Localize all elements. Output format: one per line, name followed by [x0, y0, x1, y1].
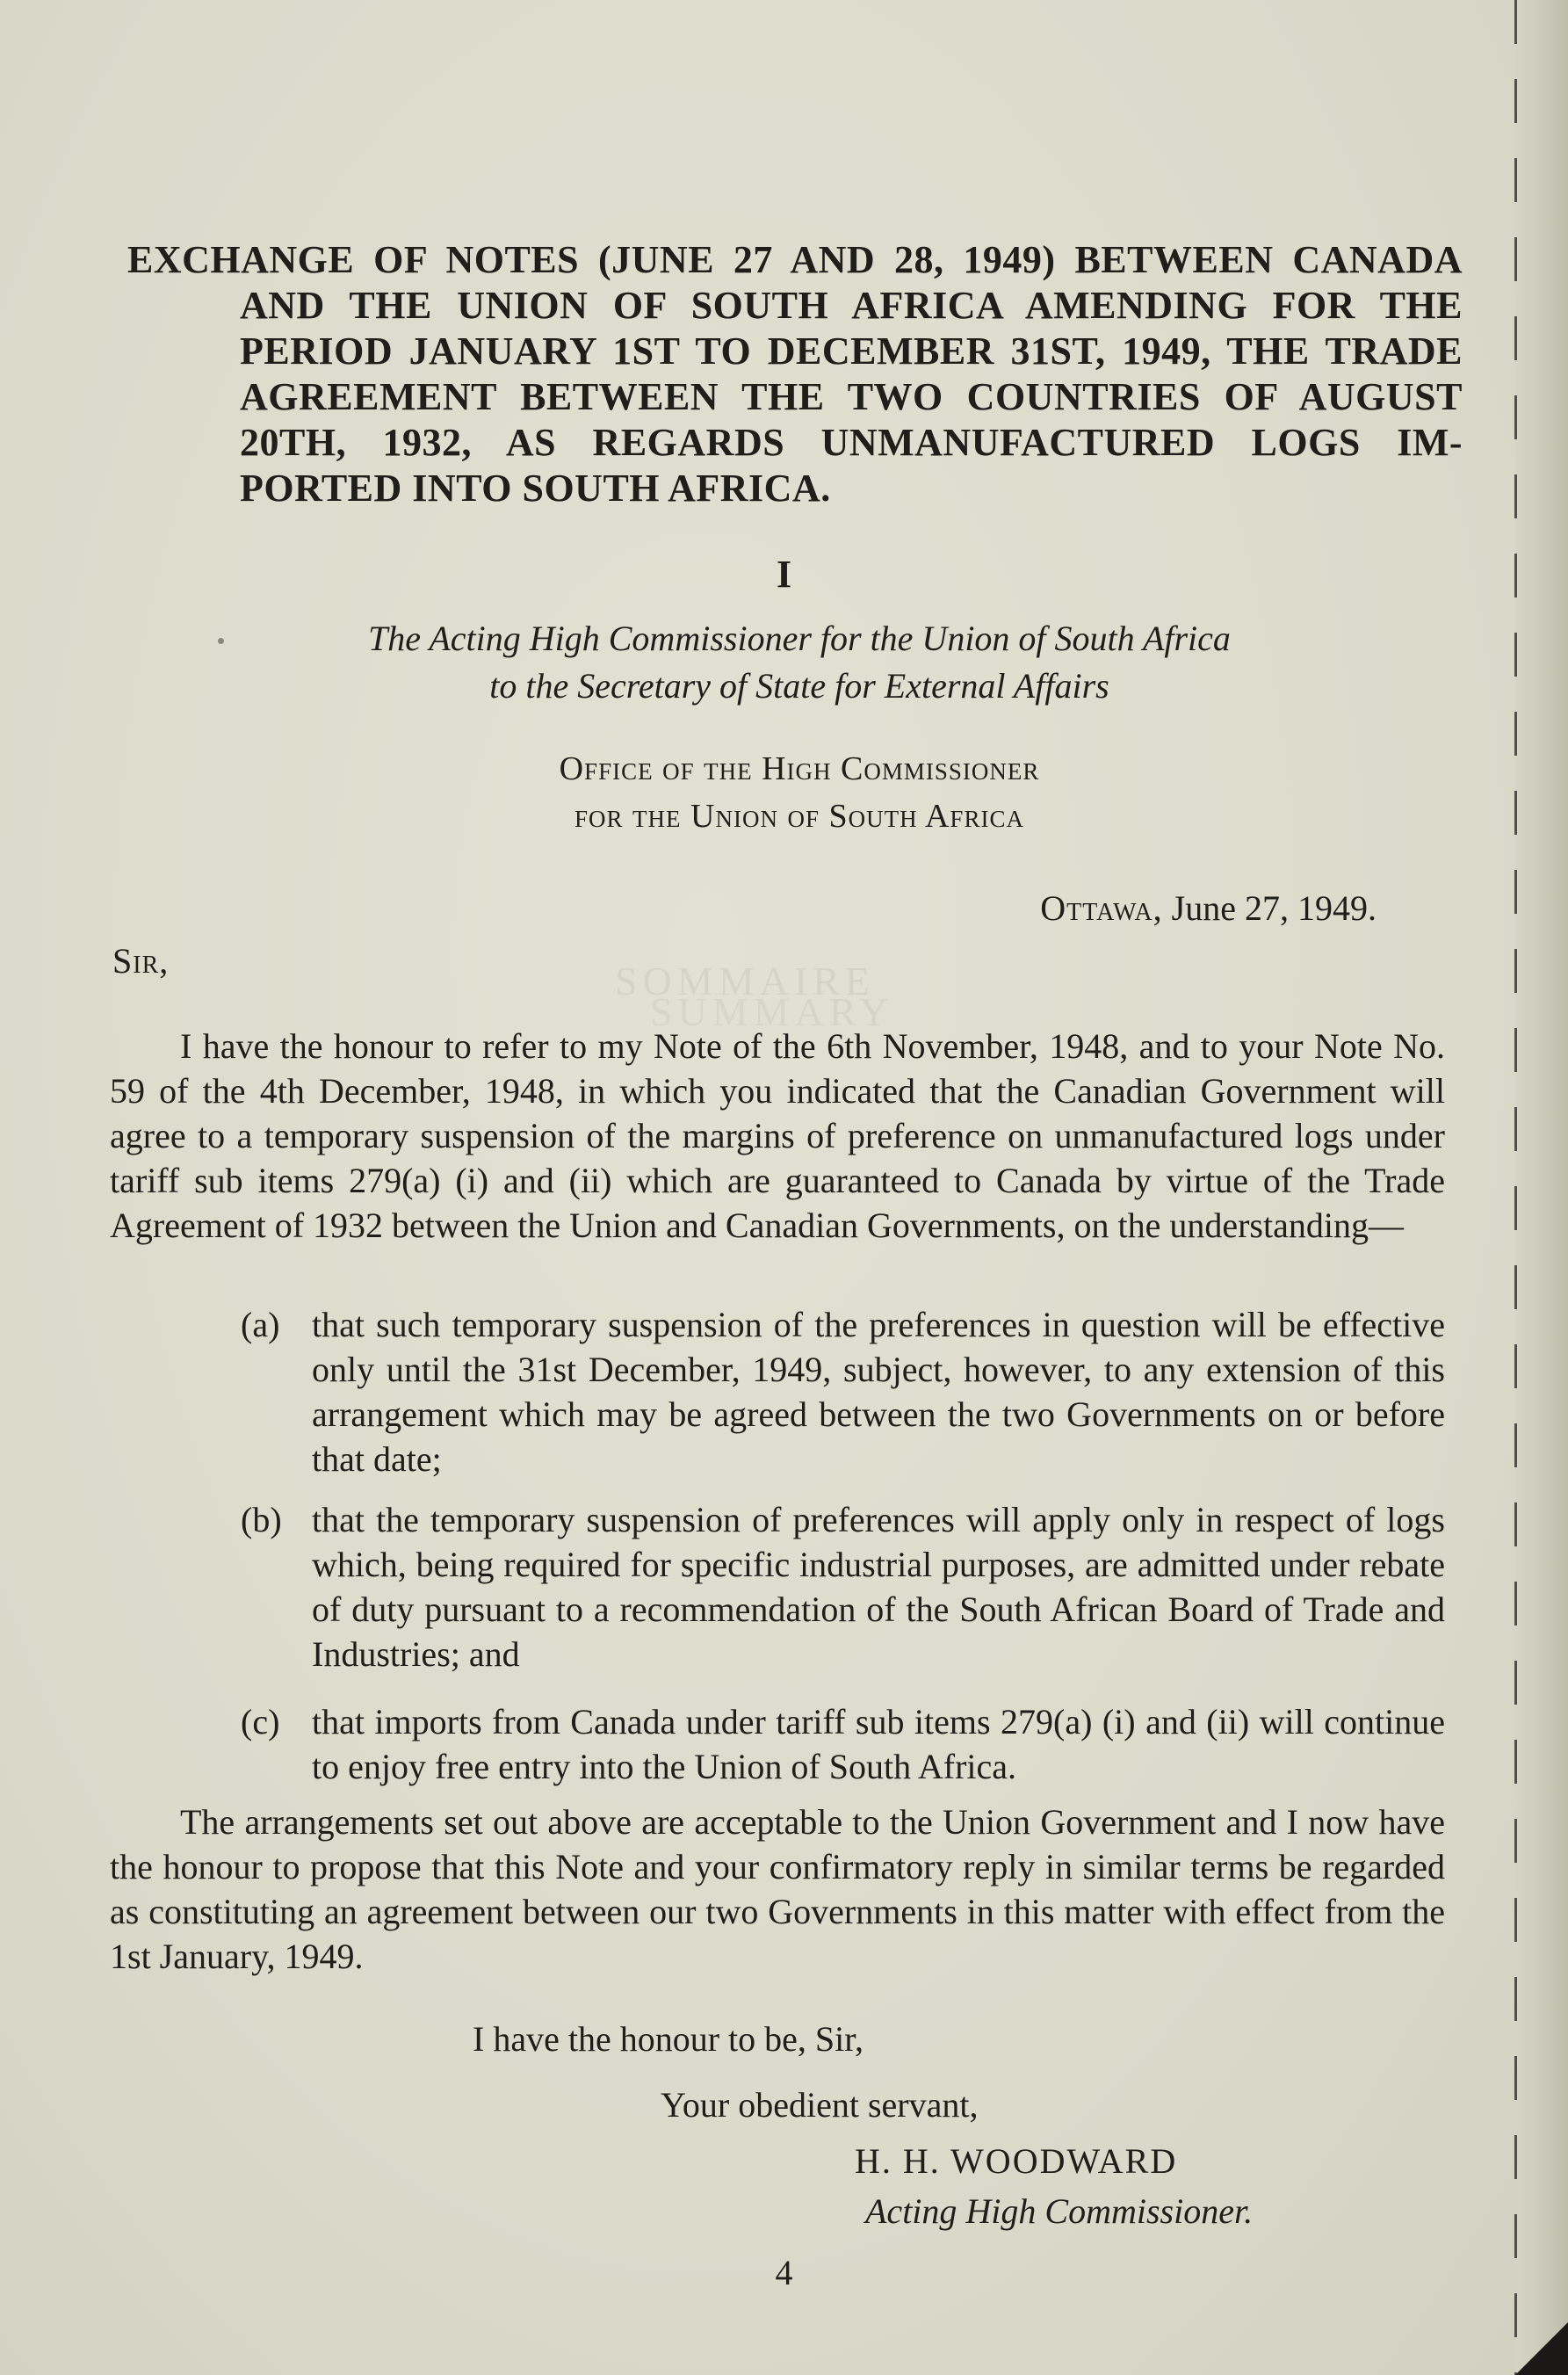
page-number: 4	[775, 2253, 793, 2292]
dateline-date: June 27, 1949.	[1171, 888, 1377, 928]
condition-item-b	[241, 1497, 1445, 1676]
heading-line: PORTED INTO SOUTH AFRICA.	[240, 467, 831, 510]
condition-item	[241, 1302, 1445, 1481]
show-through-text: SOMMAIRE	[615, 959, 875, 1003]
office-line: Office of the High Commissioner	[559, 750, 1040, 787]
salutation: Sir,	[112, 941, 170, 981]
body-paragraph-1	[110, 1024, 1445, 1248]
heading-line: AGREEMENT BETWEEN THE TWO COUNTRIES OF AUGUST	[240, 375, 1463, 418]
book-spine-shadow	[1515, 0, 1568, 2375]
section-number: I	[776, 553, 792, 596]
paragraph-text: I have the honour to refer to my Note of the 6th November, 1948, and to your Note No. 59 of the 4th December, 1948, in which you indicated that the Canadian Government will agree to a temporary suspension of the margins of preference on unmanufactured logs under tariff sub items 279(a) (i) and (ii) which are guaranteed to Canada by virtue of the Trade Agreement of 1932 between the Union and Canadian Governments, on the understanding—	[110, 1026, 1445, 1245]
signatory-title: Acting High Commissioner.	[865, 2191, 1254, 2231]
sender-line: The Acting High Commissioner for the Union of South Africa	[368, 619, 1231, 658]
signatory-name: H. H. WOODWARD	[855, 2141, 1178, 2181]
item-text: that such temporary suspension of the preferences in question will be effective only until the 31st December, 1949, subject, however, to any extension of this arrangement which may be agreed between the two Governments on or before that date;	[312, 1305, 1445, 1479]
recipient-line: to the Secretary of State for External Affairs	[489, 666, 1109, 706]
dateline-place: Ottawa,	[1040, 888, 1163, 928]
heading-line: 20TH, 1932, AS REGARDS UNMANUFACTURED LOGS IM-	[240, 421, 1463, 464]
condition-item	[241, 1699, 1445, 1789]
corner-mark	[1515, 2322, 1568, 2375]
item-text: that the temporary suspension of preferences will apply only in respect of logs which, being required for specific industrial purposes, are admitted under rebate of duty pursuant to a recommendation of the South African Board of Trade and Industries; and	[312, 1500, 1445, 1674]
condition-item	[241, 1497, 1445, 1676]
item-marker: (c)	[241, 1702, 280, 1741]
closing-line-2: Your obedient servant,	[661, 2085, 979, 2125]
binding-edge	[1514, 0, 1517, 2375]
document-heading	[127, 237, 1463, 511]
item-marker: (b)	[241, 1500, 282, 1539]
body-paragraph-2	[110, 1799, 1445, 1979]
show-through-text-2: SUMMARY	[650, 989, 894, 1034]
sender-recipient	[105, 615, 1493, 710]
item-text: that imports from Canada under tariff sub items 279(a) (i) and (ii) will continue to enjoy free entry into the Union of South Africa.	[312, 1702, 1445, 1786]
dateline	[1040, 887, 1377, 929]
condition-item-c	[241, 1699, 1445, 1789]
paragraph-text: The arrangements set out above are acceptable to the Union Government and I now have the honour to propose that this Note and your confirmatory reply in similar terms be regarded as constituting an agreement between our two Governments in this matter with effect from the 1st January, 1949.	[110, 1802, 1445, 1976]
heading-line: AND THE UNION OF SOUTH AFRICA AMENDING FOR THE	[240, 284, 1463, 327]
office-line: for the Union of South Africa	[574, 798, 1024, 835]
office-address	[105, 745, 1493, 840]
closing-line-1: I have the honour to be, Sir,	[473, 2019, 863, 2059]
condition-item-a	[241, 1302, 1445, 1481]
heading-line: EXCHANGE OF NOTES (JUNE 27 AND 28, 1949) BETWEEN CANADA	[127, 238, 1463, 281]
item-marker: (a)	[241, 1305, 280, 1344]
heading-line: PERIOD JANUARY 1ST TO DECEMBER 31ST, 1949, THE TRADE	[240, 329, 1463, 373]
